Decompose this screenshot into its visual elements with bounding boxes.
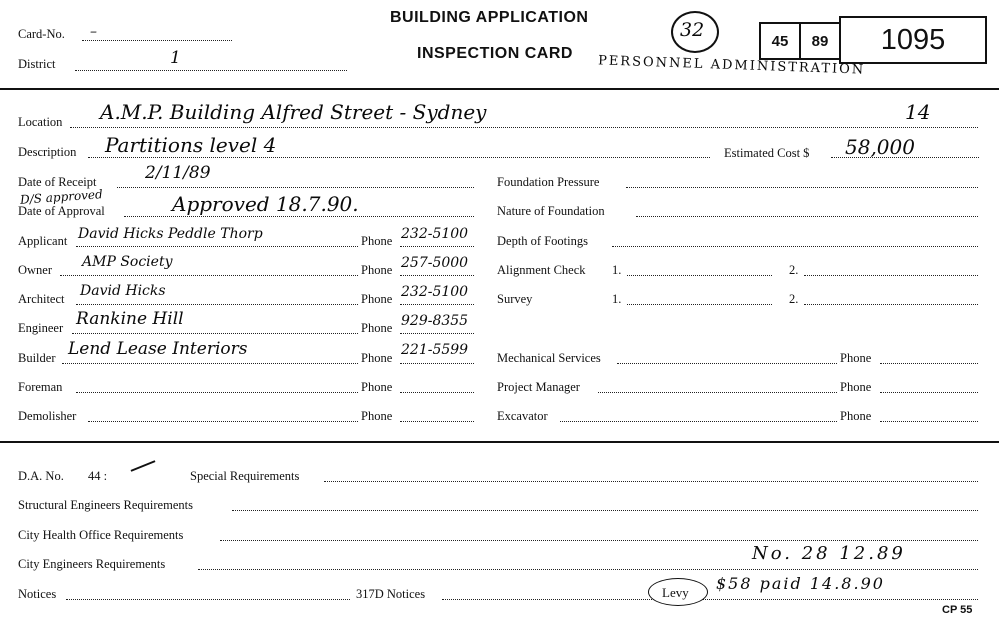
survey-label: Survey xyxy=(497,292,533,306)
demolisher-phone-line xyxy=(400,421,474,422)
demolisher-line xyxy=(88,421,358,422)
alignment-check-num1: 1. xyxy=(612,263,622,277)
date-approval-note: D/S approved xyxy=(19,187,104,207)
location-line xyxy=(70,127,978,128)
project-manager-label: Project Manager xyxy=(497,380,580,394)
location-label: Location xyxy=(18,115,63,129)
card-no-line xyxy=(82,40,232,41)
alignment-check-label: Alignment Check xyxy=(497,263,586,277)
applicant-line xyxy=(76,246,358,247)
alignment-check-line1 xyxy=(627,275,772,276)
date-approval-line xyxy=(124,216,474,217)
levy-label: Levy xyxy=(662,585,689,600)
engineer-value: Rankine Hill xyxy=(76,309,184,329)
survey-line1 xyxy=(627,304,772,305)
architect-phone-label: Phone xyxy=(361,292,393,306)
circled-mark xyxy=(671,11,719,53)
applicant-phone-line xyxy=(400,246,474,247)
architect-value: David Hicks xyxy=(80,283,166,299)
survey-num2: 2. xyxy=(789,292,799,306)
foreman-phone-label: Phone xyxy=(361,380,393,394)
levy-circle xyxy=(648,578,708,606)
alignment-check-line2 xyxy=(804,275,978,276)
date-receipt-value: 2/11/89 xyxy=(145,163,211,183)
estimated-cost-label: Estimated Cost $ xyxy=(724,146,810,160)
demolisher-label: Demolisher xyxy=(18,409,77,423)
foreman-phone-line xyxy=(400,392,474,393)
foundation-pressure-line xyxy=(626,187,978,188)
architect-phone: 232-5100 xyxy=(401,284,469,300)
mechanical-line xyxy=(617,363,837,364)
form-title-line1: BUILDING APPLICATION xyxy=(390,9,589,26)
location-value: A.M.P. Building Alfred Street - Sydney xyxy=(100,100,487,124)
description-value: Partitions level 4 xyxy=(105,133,277,157)
excavator-line xyxy=(560,421,837,422)
date-approval-value: Approved 18.7.90. xyxy=(172,192,359,216)
city-engineers-line xyxy=(198,569,978,570)
notices-line xyxy=(66,599,350,600)
da-no-tick xyxy=(131,460,156,472)
levy-value: $58 paid 14.8.90 xyxy=(716,574,885,593)
owner-label: Owner xyxy=(18,263,53,277)
engineer-label: Engineer xyxy=(18,321,64,335)
description-label: Description xyxy=(18,145,77,159)
estimated-cost-value: 58,000 xyxy=(845,135,915,159)
builder-phone-line xyxy=(400,363,474,364)
card-number-box-b: 89 xyxy=(799,22,841,60)
date-receipt-label: Date of Receipt xyxy=(18,175,97,189)
engineer-line xyxy=(72,333,358,334)
owner-phone-line xyxy=(400,275,474,276)
alignment-check-num2: 2. xyxy=(789,263,799,277)
builder-phone-label: Phone xyxy=(361,351,393,365)
lower-divider xyxy=(0,441,999,443)
city-engineers-label: City Engineers Requirements xyxy=(18,557,166,571)
location-extra: 14 xyxy=(905,100,931,124)
excavator-phone-label: Phone xyxy=(840,409,872,423)
nature-foundation-label: Nature of Foundation xyxy=(497,204,605,218)
city-engineers-value: No. 28 12.89 xyxy=(752,543,906,564)
builder-value: Lend Lease Interiors xyxy=(68,339,248,359)
architect-phone-line xyxy=(400,304,474,305)
notices-label: Notices xyxy=(18,587,57,601)
engineer-phone: 929-8355 xyxy=(401,313,469,329)
card-no-label: Card-No. xyxy=(18,27,65,41)
structural-label: Structural Engineers Requirements xyxy=(18,498,193,512)
form-title-line2: INSPECTION CARD xyxy=(417,45,573,62)
applicant-phone: 232-5100 xyxy=(401,226,469,242)
notices-317d-line xyxy=(442,599,978,600)
nature-foundation-line xyxy=(636,216,978,217)
survey-line2 xyxy=(804,304,978,305)
excavator-label: Excavator xyxy=(497,409,548,423)
health-office-label: City Health Office Requirements xyxy=(18,528,184,542)
depth-footings-label: Depth of Footings xyxy=(497,234,588,248)
special-requirements-line xyxy=(324,481,978,482)
circled-mark-text: 32 xyxy=(680,19,705,41)
card-no-value: – xyxy=(90,24,97,40)
district-label: District xyxy=(18,57,56,71)
foundation-pressure-label: Foundation Pressure xyxy=(497,175,600,189)
description-line xyxy=(88,157,710,158)
mechanical-phone-label: Phone xyxy=(840,351,872,365)
excavator-phone-line xyxy=(880,421,978,422)
foreman-label: Foreman xyxy=(18,380,63,394)
date-receipt-line xyxy=(117,187,474,188)
builder-phone: 221-5599 xyxy=(401,342,469,358)
owner-phone: 257-5000 xyxy=(401,255,469,271)
district-line xyxy=(75,70,347,71)
date-approval-label: Date of Approval xyxy=(18,204,105,218)
form-code: CP 55 xyxy=(942,604,973,616)
foreman-line xyxy=(76,392,358,393)
architect-line xyxy=(76,304,358,305)
da-no-label: D.A. No. xyxy=(18,469,64,483)
applicant-phone-label: Phone xyxy=(361,234,393,248)
project-manager-phone-line xyxy=(880,392,978,393)
owner-phone-label: Phone xyxy=(361,263,393,277)
special-requirements-label: Special Requirements xyxy=(190,469,300,483)
applicant-label: Applicant xyxy=(18,234,68,248)
demolisher-phone-label: Phone xyxy=(361,409,393,423)
depth-footings-line xyxy=(612,246,978,247)
applicant-value: David Hicks Peddle Thorp xyxy=(78,226,263,242)
engineer-phone-line xyxy=(400,333,474,334)
builder-label: Builder xyxy=(18,351,56,365)
card-number-box-a: 45 xyxy=(759,22,801,60)
structural-line xyxy=(232,510,978,511)
project-manager-phone-label: Phone xyxy=(840,380,872,394)
project-manager-line xyxy=(598,392,837,393)
mechanical-phone-line xyxy=(880,363,978,364)
header-divider xyxy=(0,88,999,90)
builder-line xyxy=(62,363,358,364)
engineer-phone-label: Phone xyxy=(361,321,393,335)
personnel-note: PERSONNEL ADMINISTRATION xyxy=(597,53,866,78)
health-office-line xyxy=(220,540,978,541)
mechanical-label: Mechanical Services xyxy=(497,351,601,365)
owner-line xyxy=(60,275,358,276)
owner-value: AMP Society xyxy=(82,254,173,270)
notices-317d-label: 317D Notices xyxy=(356,587,426,601)
district-value: 1 xyxy=(170,48,181,68)
card-number-box-c: 1095 xyxy=(839,16,987,64)
survey-num1: 1. xyxy=(612,292,622,306)
architect-label: Architect xyxy=(18,292,65,306)
da-no-value: 44 : xyxy=(88,469,108,483)
